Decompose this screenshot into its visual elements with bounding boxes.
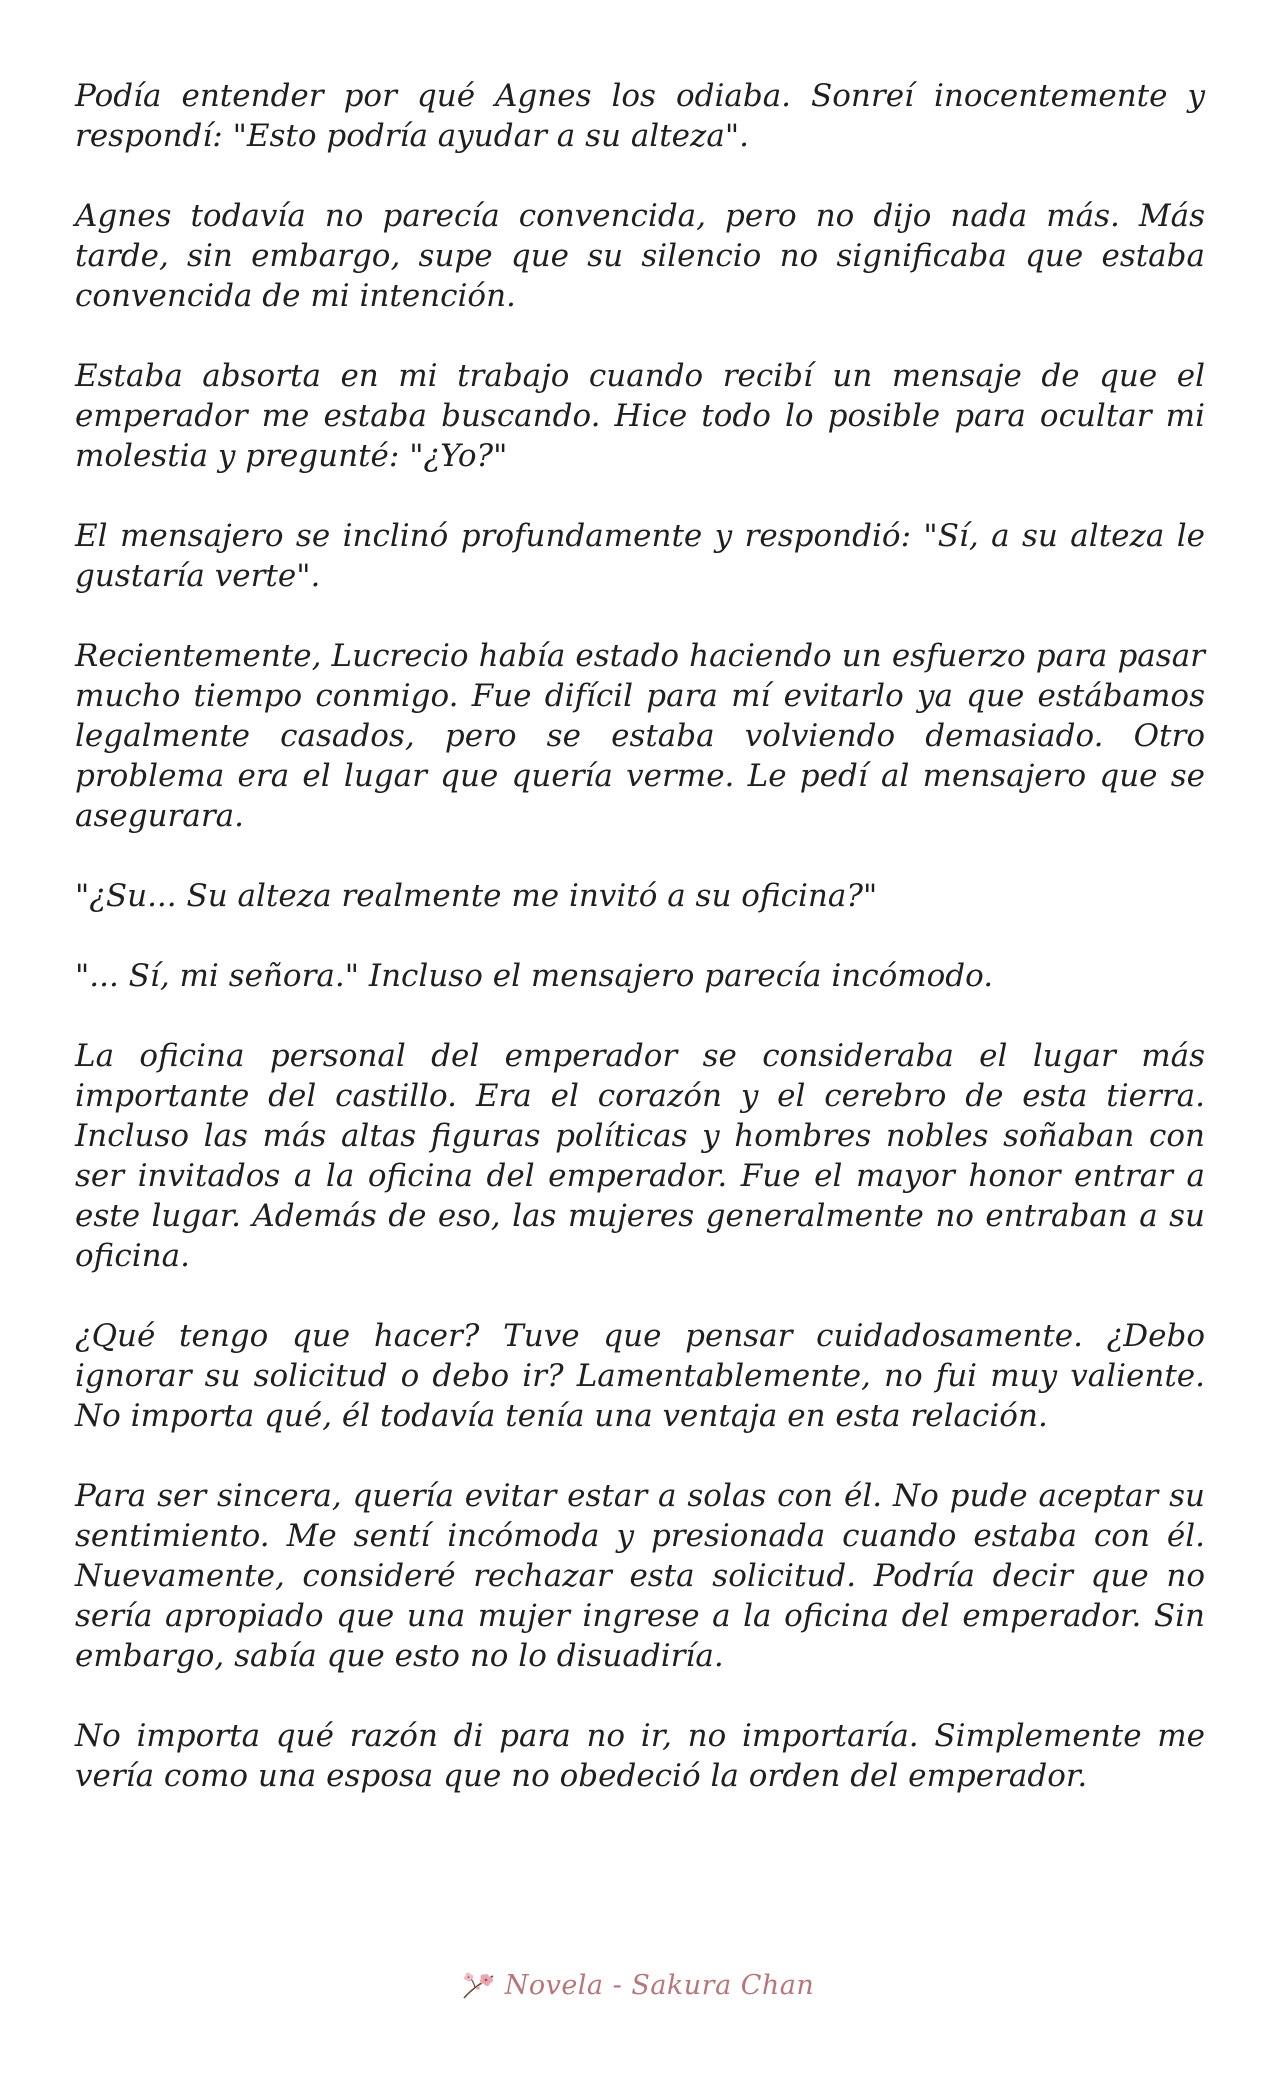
watermark	[0, 1968, 1275, 2002]
paragraph-4: El mensajero se inclinó profundamente y respondió: "Sí, a su alteza le gustaría verte".	[75, 518, 1205, 594]
paragraph-10: Para ser sincera, quería evitar estar a solas con él. No pude aceptar su sentimiento. Me sentí incómoda y presionada cuando estaba con él. Nuevamente, consideré rechazar esta solicitud. Podría decir que no sería apropiado que una mujer ingrese a la oficina del emperador. Sin embargo, sabía que esto no lo disuadiría.	[75, 1478, 1205, 1674]
paragraph-3: Estaba absorta en mi trabajo cuando recibí un mensaje de que el emperador me estaba buscando. Hice todo lo posible para ocultar mi molestia y pregunté: "¿Yo?"	[75, 358, 1205, 474]
watermark-text: Novela - Sakura Chan	[504, 1969, 815, 2001]
paragraph-7: "... Sí, mi señora." Incluso el mensajero parecía incómodo.	[75, 958, 994, 994]
cherry-blossom-icon	[461, 1968, 497, 2002]
document-body	[75, 76, 1205, 1836]
paragraph-9: ¿Qué tengo que hacer? Tuve que pensar cuidadosamente. ¿Debo ignorar su solicitud o debo ir? Lamentablemente, no fui muy valiente. No importa qué, él todavía tenía una ventaja en esta relación.	[75, 1318, 1205, 1434]
paragraph-5: Recientemente, Lucrecio había estado haciendo un esfuerzo para pasar mucho tiempo conmigo. Fue difícil para mí evitarlo ya que estábamos legalmente casados, pero se estaba volviendo demasiado. Otro problema era el lugar que quería verme. Le pedí al mensajero que se asegurara.	[75, 638, 1205, 834]
paragraph-2: Agnes todavía no parecía convencida, pero no dijo nada más. Más tarde, sin embargo, supe que su silencio no significaba que estaba convencida de mi intención.	[75, 198, 1205, 314]
paragraph-11: No importa qué razón di para no ir, no importaría. Simplemente me vería como una esposa que no obedeció la orden del emperador.	[75, 1718, 1205, 1794]
paragraph-1: Podía entender por qué Agnes los odiaba. Sonreí inocentemente y respondí: "Esto podría ayudar a su alteza".	[75, 78, 1205, 154]
paragraph-8: La oficina personal del emperador se consideraba el lugar más importante del castillo. Era el corazón y el cerebro de esta tierra. Incluso las más altas figuras políticas y hombres nobles soñaban con ser invitados a la oficina del emperador. Fue el mayor honor entrar a este lugar. Además de eso, las mujeres generalmente no entraban a su oficina.	[75, 1038, 1205, 1274]
paragraph-6: "¿Su... Su alteza realmente me invitó a su oficina?"	[75, 878, 878, 914]
